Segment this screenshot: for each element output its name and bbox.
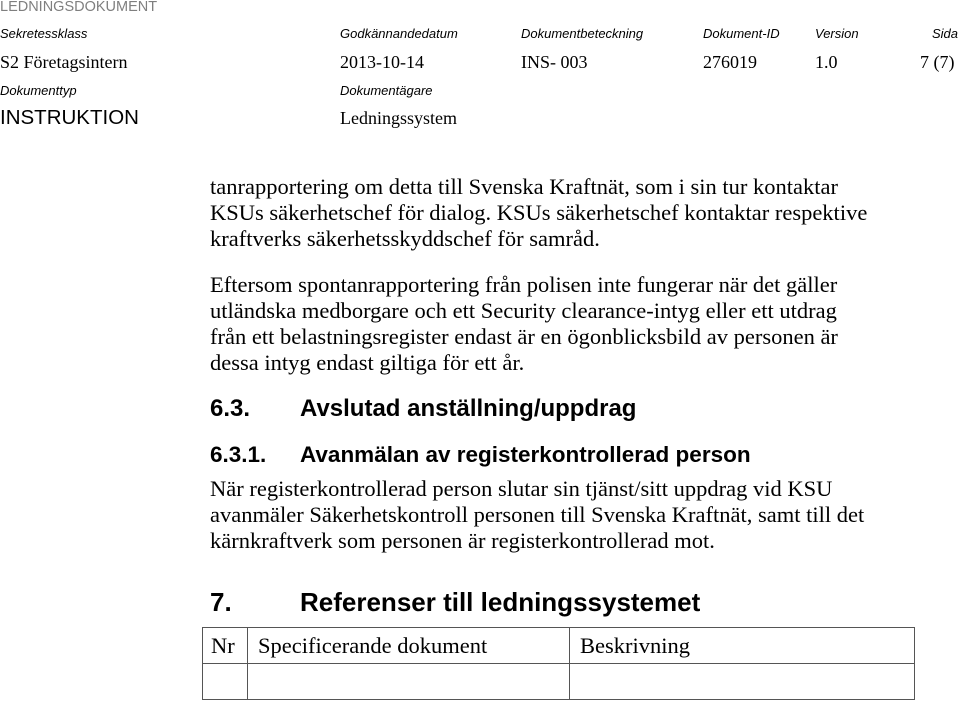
godkannandedatum-label: Godkännandedatum (340, 26, 458, 41)
table-cell (570, 664, 915, 700)
paragraph-line: tanrapportering om detta till Svenska Kraftnät, som i sin tur kontaktar (210, 174, 838, 199)
paragraph-line: från ett belastningsregister endast är en ögonblicksbild av personen är (210, 324, 838, 349)
column-header-specificerande-dokument: Specificerande dokument (248, 628, 570, 664)
paragraph-line: kärnkraftverk som personen är registerkontrollerad mot. (210, 528, 715, 553)
section-heading-6-3 (210, 395, 636, 423)
section-number: 7. (210, 587, 232, 617)
section-title: Referenser till ledningssystemet (300, 587, 701, 617)
paragraph-line: kraftverks säkerhetsskyddschef för samråd. (210, 226, 600, 251)
dokument-id-label: Dokument-ID (703, 26, 780, 41)
dokumentagare-value: Ledningssystem (340, 108, 457, 128)
paragraph-line: Eftersom spontanrapportering från polisen inte fungerar när det gäller (210, 272, 838, 297)
sida-label: Sida (932, 26, 959, 41)
section-title: Avanmälan av registerkontrollerad person (300, 442, 751, 467)
section-heading-6-3-1 (210, 442, 751, 468)
version-value: 1.0 (815, 52, 838, 72)
paragraph-line: utländska medborgare och ett Security clearance-intyg eller ett utdrag (210, 298, 837, 323)
dokument-id-value: 276019 (703, 52, 757, 72)
paragraph (210, 476, 864, 554)
section-number: 6.3. (210, 395, 251, 422)
sekretessklass-value: S2 Företagsintern (0, 52, 128, 72)
paragraph-line: När registerkontrollerad person slutar sin tjänst/sitt uppdrag vid KSU (210, 476, 833, 501)
dokumenttyp-label: Dokumenttyp (0, 83, 77, 98)
dokumentbeteckning-value: INS- 003 (521, 52, 588, 72)
dokumentagare-label: Dokumentägare (340, 83, 433, 98)
paragraph (210, 174, 867, 252)
table-row (203, 664, 915, 700)
references-table (202, 627, 915, 700)
dokumenttyp-value: INSTRUKTION (0, 106, 139, 129)
table-header-row (203, 628, 915, 664)
section-heading-7 (210, 587, 700, 617)
paragraph-line: avanmäler Säkerhetskontroll personen till Svenska Kraftnät, samt till det (210, 502, 865, 527)
table-cell (203, 664, 248, 700)
paragraph (210, 272, 838, 376)
section-title: Avslutad anställning/uppdrag (300, 395, 637, 422)
sekretessklass-label: Sekretessklass (0, 26, 88, 41)
paragraph-line: dessa intyg endast giltiga för ett år. (210, 350, 525, 375)
column-header-nr: Nr (203, 628, 248, 664)
column-header-beskrivning: Beskrivning (570, 628, 915, 664)
version-label: Version (815, 26, 859, 41)
paragraph-line: KSUs säkerhetschef för dialog. KSUs säkerhetschef kontaktar respektive (210, 200, 868, 225)
dokumentbeteckning-label: Dokumentbeteckning (521, 26, 644, 41)
document-category: LEDNINGSDOKUMENT (0, 0, 158, 15)
table-cell (248, 664, 570, 700)
sida-value: 7 (7) (920, 52, 955, 72)
section-number: 6.3.1. (210, 442, 267, 467)
godkannandedatum-value: 2013-10-14 (340, 52, 424, 72)
